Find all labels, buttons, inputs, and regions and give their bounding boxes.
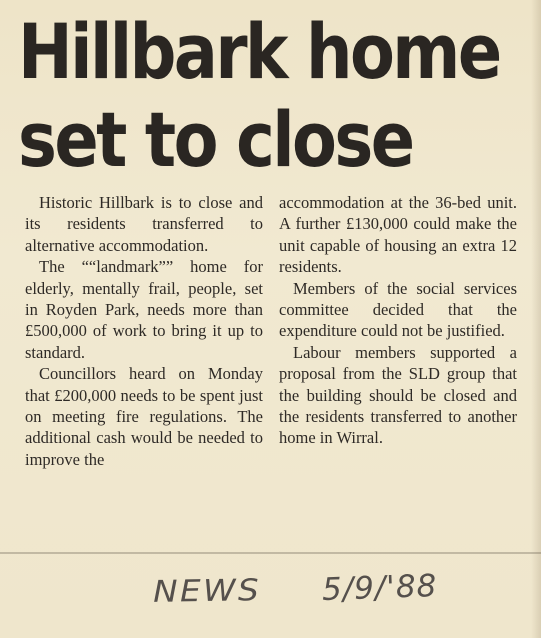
paper-edge-shadow [531,0,541,638]
handwritten-source: NEWS [152,573,262,610]
headline-line-1: Hillbark home [18,7,500,96]
article-body [25,192,525,552]
left-column [25,192,263,470]
paragraph-committee: Members of the social services committee decided that the expenditure could not be justified. [279,278,517,341]
paragraph-councillors: Councillors heard on Monday that £200,000 needs to be spent just on meeting fire regulations. The additional cash would be needed to improve the [25,364,263,469]
right-column [279,192,517,449]
paragraph-accommodation: accommodation at the 36-bed unit. A further £130,000 could make the unit capable of housing an extra 12 residents. [279,193,517,277]
handwritten-date: 5/9/'88 [321,567,438,609]
paragraph-intro: Historic Hillbark is to close and its residents transferred to alternative accommodation. [25,193,263,255]
clipping-bottom-edge [0,552,541,554]
paragraph-landmark: The ““landmark”” home for elderly, mentally frail, people, set in Royden Park, needs more than £500,000 of work to bring it up to standard. [25,257,263,362]
paragraph-labour: Labour members supported a proposal from the SLD group that the building should be closed and the residents transferred to another home in Wirral. [279,342,517,448]
headline-line-2: set to close [18,95,413,184]
